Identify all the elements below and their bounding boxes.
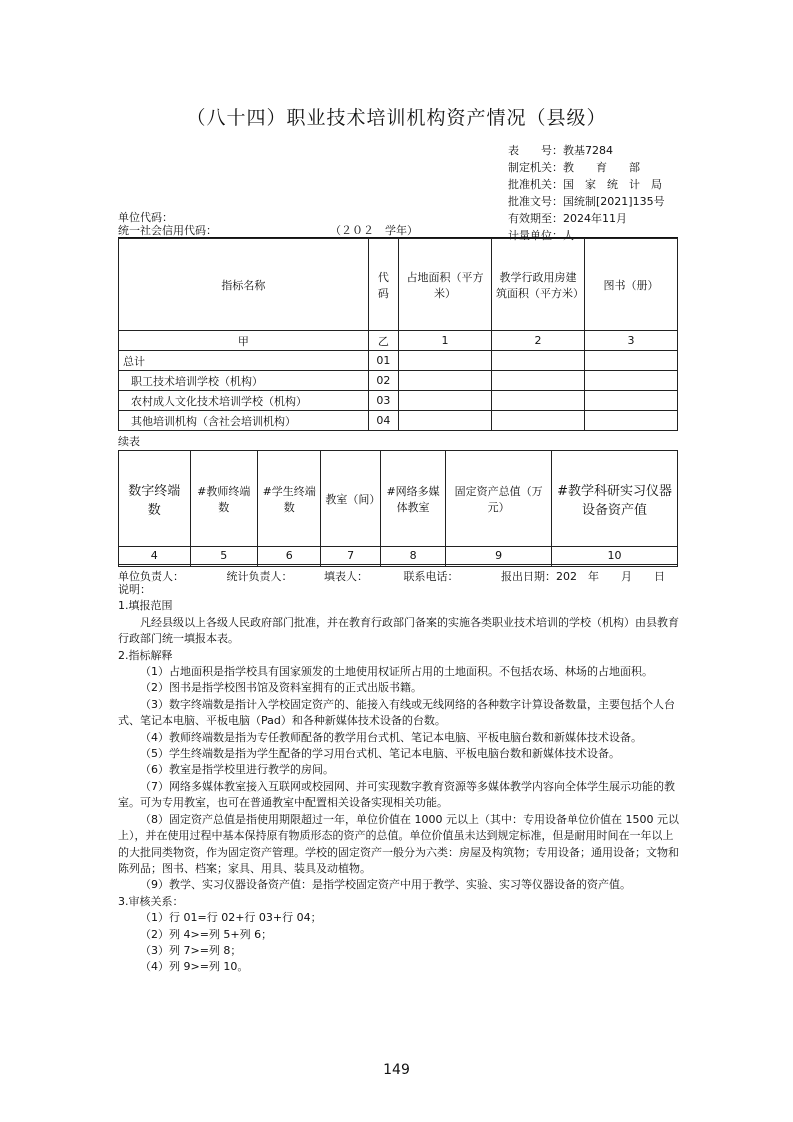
note-line: （4）教师终端数是指为专任教师配备的教学用台式机、笔记本电脑、平板电脑台数和新媒体技术设备。: [140, 730, 642, 744]
credit-code-label: 统一社会信用代码：: [118, 224, 217, 237]
page-title: （八十四）职业技术培训机构资产情况（县级）: [186, 107, 607, 129]
cell-land-area[interactable]: [399, 351, 492, 371]
page-number: 149: [383, 1062, 410, 1078]
header-multimedia-classrooms: #网络多媒体教室: [380, 451, 445, 547]
unit-code-label: 单位代码：: [118, 211, 173, 224]
cell-books[interactable]: [584, 351, 677, 371]
row-code: 03: [368, 391, 398, 411]
instructions: [118, 582, 680, 976]
report-date: 报出日期：202 年 月 日: [501, 570, 665, 583]
table-row: [119, 371, 678, 391]
row-code: 01: [368, 351, 398, 371]
label-jia: 甲: [119, 331, 369, 351]
note-line: （9）教学、实习仪器设备资产值：是指学校固定资产中用于教学、实验、实习等仪器设备的资产值。: [140, 878, 631, 892]
note-line: 3.审核关系：: [118, 894, 184, 908]
table-row: [119, 351, 678, 371]
stats-head: 统计负责人：: [226, 570, 293, 583]
note-line: 1.填报范围: [118, 599, 173, 613]
continued-table: [118, 450, 678, 567]
label-col-1: 1: [399, 331, 492, 351]
cell-land-area[interactable]: [399, 411, 492, 431]
header-indicator-name: 指标名称: [119, 239, 369, 331]
row-name: 职工技术培训学校（机构）: [119, 371, 369, 391]
header-land-area: 占地面积（平方米）: [399, 239, 492, 331]
note-line: （4）列 9>=列 10。: [140, 960, 249, 974]
table-row: [119, 411, 678, 431]
header-teacher-terminals: #教师终端数: [190, 451, 257, 547]
note-line: （7）网络多媒体教室接入互联网或校园网、并可实现数字教育资源等多媒体教学内容向全体学生展示功能的教室。可为专用教室，也可在普通教室中配置相关设备实现相关功能。: [118, 779, 675, 810]
approval-number: 批准文号：国统制[2021]135号: [508, 195, 665, 208]
header-student-terminals: #学生终端数: [257, 451, 320, 547]
label-yi: 乙: [368, 331, 398, 351]
label-col-8: 8: [380, 547, 445, 565]
note-line: （3）数字终端数是指计入学校固定资产的、能接入有线或无线网络的各种数字计算设备数量，主要包括个人台式、笔记本电脑、平板电脑（Pad）和各种新媒体技术设备的台数。: [118, 697, 675, 728]
label-col-3: 3: [584, 331, 677, 351]
note-line: （5）学生终端数是指为学生配备的学习用台式机、笔记本电脑、平板电脑台数和新媒体技术设备。: [140, 747, 620, 761]
note-line: （2）图书是指学校图书馆及资料室拥有的正式出版书籍。: [140, 681, 422, 695]
label-col-6: 6: [257, 547, 320, 565]
label-col-9: 9: [446, 547, 552, 565]
row-code: 02: [368, 371, 398, 391]
row-name: 农村成人文化技术培训学校（机构）: [119, 391, 369, 411]
label-col-2: 2: [492, 331, 585, 351]
row-name: 其他培训机构（含社会培训机构）: [119, 411, 369, 431]
note-line: （2）列 4>=列 5+列 6；: [140, 927, 273, 941]
label-col-4: 4: [119, 547, 191, 565]
cell-building-area[interactable]: [492, 411, 585, 431]
approving-authority: 批准机关：国 家 统 计 局: [508, 178, 662, 191]
note-line: 凡经县级以上各级人民政府部门批准，并在教育行政部门备案的实施各类职业技术培训的学校（机构）由县教育行政部门统一填报本表。: [118, 615, 679, 646]
table-row: [119, 391, 678, 411]
header-code: 代码: [368, 239, 398, 331]
continued-label: 续表: [118, 435, 140, 448]
cell-building-area[interactable]: [492, 391, 585, 411]
header-classrooms: 教室（间）: [321, 451, 380, 547]
academic-year: （２０２ 学年）: [330, 224, 418, 237]
row-code: 04: [368, 411, 398, 431]
header-books: 图书（册）: [584, 239, 677, 331]
header-building-area: 教学行政用房建筑面积（平方米）: [492, 239, 585, 331]
note-line: （1）占地面积是指学校具有国家颁发的土地使用权证所占用的土地面积。不包括农场、林场的占地面积。: [140, 665, 653, 679]
cell-building-area[interactable]: [492, 351, 585, 371]
row-name: 总计: [119, 351, 369, 371]
note-line: （6）教室是指学校里进行教学的房间。: [140, 763, 334, 777]
cell-land-area[interactable]: [399, 391, 492, 411]
unit-of-measure: 计量单位：人: [508, 229, 574, 242]
note-line: 说明：: [118, 583, 151, 596]
issuing-authority: 制定机关：教 育 部: [508, 161, 640, 174]
cell-building-area[interactable]: [492, 371, 585, 391]
form-filler: 填表人：: [324, 570, 368, 583]
form-metadata: [508, 142, 665, 244]
label-col-5: 5: [190, 547, 257, 565]
valid-until: 有效期至：2024年11月: [508, 212, 627, 225]
asset-table: [118, 238, 678, 431]
form-number: 表 号：教基7284: [508, 144, 613, 157]
cell-books[interactable]: [584, 391, 677, 411]
contact-phone: 联系电话：: [403, 570, 459, 583]
cell-land-area[interactable]: [399, 371, 492, 391]
header-fixed-assets: 固定资产总值（万元）: [446, 451, 552, 547]
header-digital-terminals: 数字终端数: [119, 451, 191, 547]
label-col-10: 10: [552, 547, 678, 565]
note-line: （1）行 01=行 02+行 03+行 04；: [140, 911, 322, 925]
label-col-7: 7: [321, 547, 380, 565]
note-line: 2.指标解释: [118, 648, 173, 662]
note-line: （3）列 7>=列 8；: [140, 943, 242, 957]
unit-head: 单位负责人：: [118, 570, 184, 583]
header-equipment-value: #教学科研实习仪器设备资产值: [552, 451, 678, 547]
note-line: （8）固定资产总值是指使用期限超过一年，单位价值在 1000 元以上（其中：专用设备单位价值在 1500 元以上），并在使用过程中基本保持原有物质形态的资产的总值。单位价值虽未达到规定标准，但是耐用时间在一年以上的大批同类物资，作为固定资产管理。学校的固定资产一般分为六类：房屋及构筑物；专用设备；通用设备；文物和陈列品；图书、档案；家具、用具、装具及动植物。: [118, 812, 679, 875]
cell-books[interactable]: [584, 411, 677, 431]
cell-books[interactable]: [584, 371, 677, 391]
